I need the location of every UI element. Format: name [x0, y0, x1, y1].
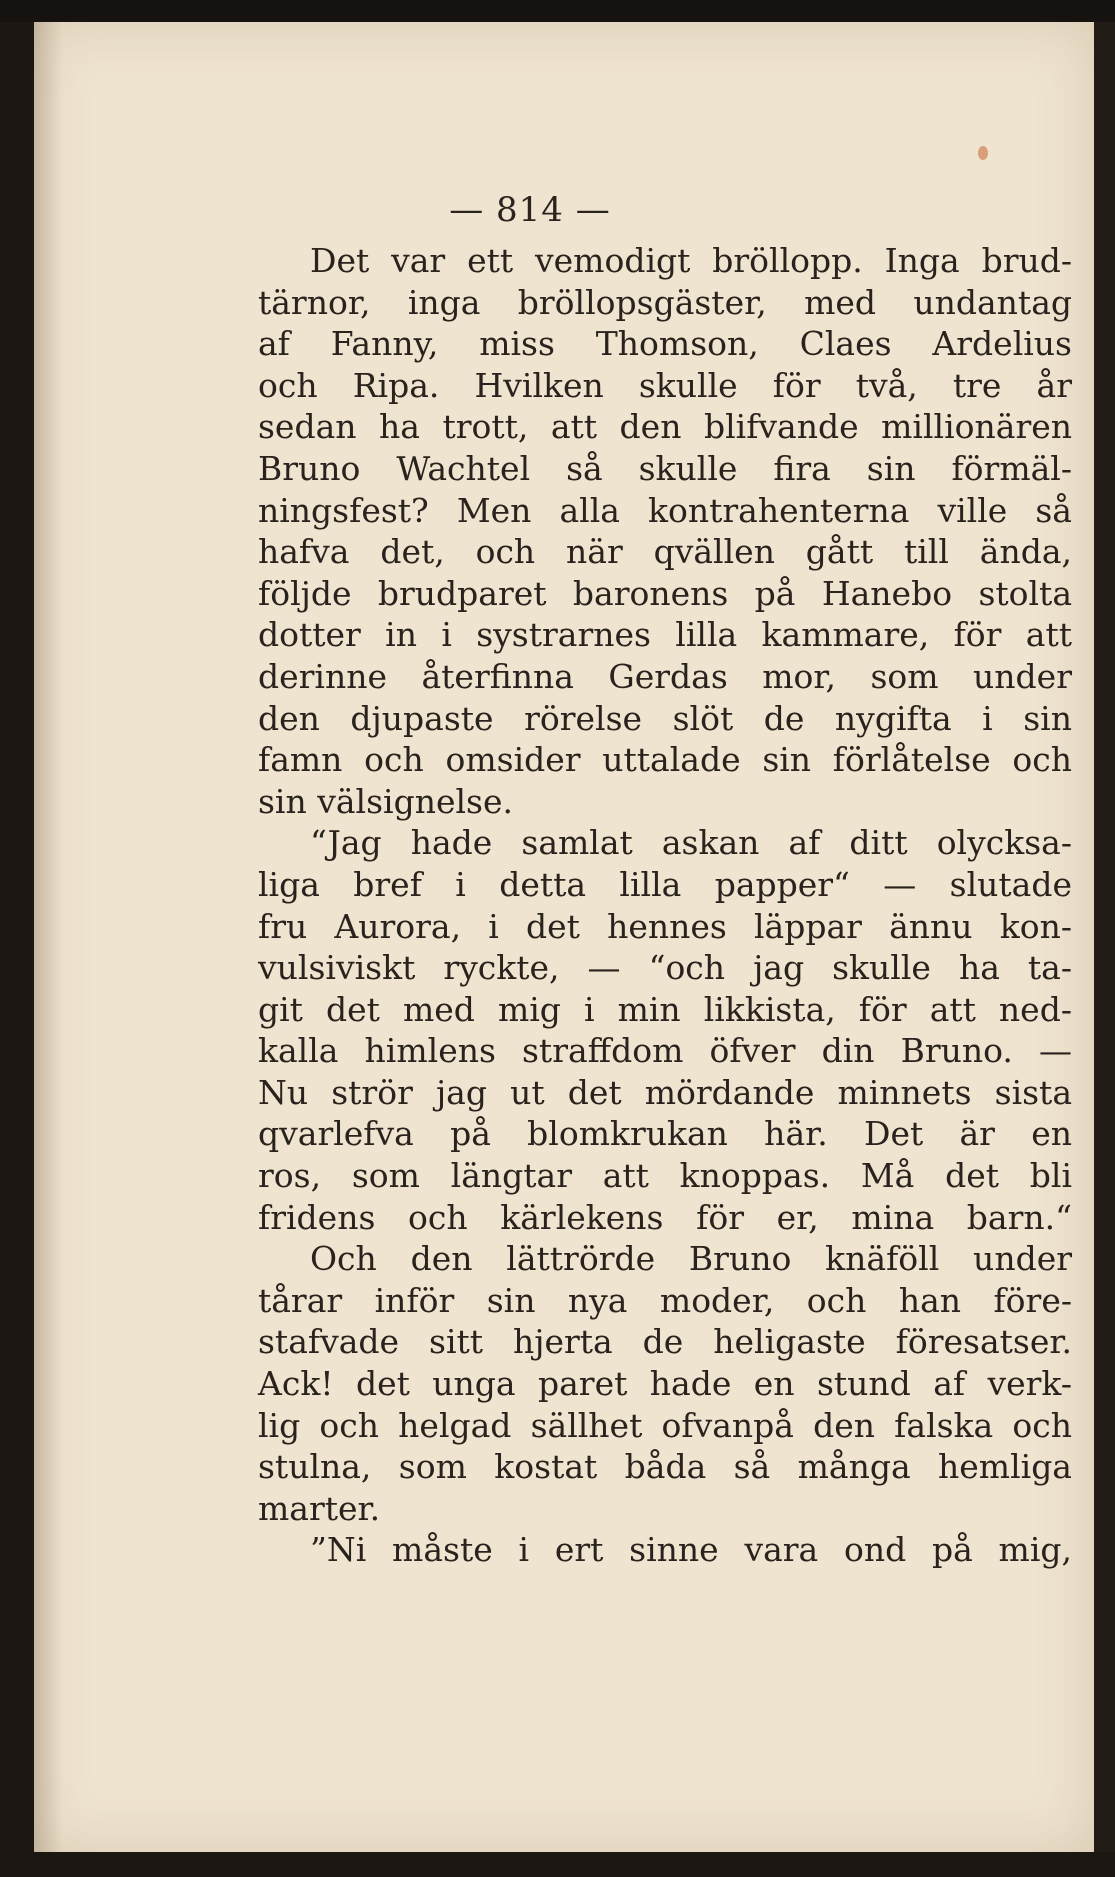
text-line: stafvade sitt hjerta de heligaste föresatser.	[258, 1322, 1072, 1362]
text-line: och Ripa. Hvilken skulle för två, tre år	[258, 365, 1072, 405]
text-line: vulsiviskt ryckte, — “och jag skulle ha ta-	[258, 948, 1072, 988]
text-line: fru Aurora, i det hennes läppar ännu kon-	[258, 906, 1072, 946]
text-line: git det med mig i min likkista, för att ned-	[258, 989, 1072, 1029]
text-line: Nu strör jag ut det mördande minnets sista	[258, 1072, 1072, 1112]
text-line: marter.	[258, 1488, 381, 1528]
text-line: den djupaste rörelse slöt de nygifta i sin	[258, 698, 1072, 738]
text-line: hafva det, och när qvällen gått till ända,	[258, 532, 1072, 572]
text-line: Och den lättrörde Bruno knäföll under	[310, 1239, 1072, 1279]
text-line: sedan ha trott, att den blifvande millionären	[258, 407, 1072, 447]
text-line: fridens och kärlekens för er, mina barn.“	[258, 1197, 1072, 1237]
paper-stain	[978, 146, 988, 160]
scan-border-left	[0, 22, 34, 1852]
text-line: ”Ni måste i ert sinne vara ond på mig,	[310, 1530, 1072, 1570]
scan-border-bottom	[0, 1852, 1115, 1877]
text-line: följde brudparet baronens på Hanebo stolta	[258, 573, 1072, 613]
text-line: liga bref i detta lilla papper“ — slutade	[258, 864, 1072, 904]
text-line: Det var ett vemodigt bröllopp. Inga brud-	[310, 241, 1072, 280]
spine-shadow	[34, 22, 62, 1852]
text-line: stulna, som kostat båda så många hemliga	[258, 1447, 1072, 1487]
text-line: sin välsignelse.	[258, 781, 514, 821]
text-line: lig och helgad sällhet ofvanpå den falska och	[258, 1405, 1072, 1445]
text-line: derinne återfinna Gerdas mor, som under	[258, 656, 1072, 696]
scan-border-right	[1094, 22, 1115, 1877]
text-line: ningsfest? Men alla kontrahenterna ville så	[258, 490, 1072, 530]
text-line: “Jag hade samlat askan af ditt olycksa-	[310, 823, 1072, 863]
text-line: af Fanny, miss Thomson, Claes Ardelius	[258, 324, 1072, 364]
text-line: Ack! det unga paret hade en stund af verk-	[258, 1364, 1072, 1404]
text-line: kalla himlens straffdom öfver din Bruno. —	[258, 1031, 1072, 1071]
page-number: — 814 —	[449, 190, 611, 230]
text-line: ros, som längtar att knoppas. Må det bli	[258, 1156, 1072, 1196]
body-text	[258, 240, 1072, 1571]
text-line: Bruno Wachtel så skulle fira sin förmäl-	[258, 448, 1072, 488]
text-line: dotter in i systrarnes lilla kammare, för att	[258, 615, 1072, 655]
text-line: qvarlefva på blomkrukan här. Det är en	[258, 1114, 1072, 1154]
scan-border-top	[0, 0, 1115, 22]
text-line: tärnor, inga bröllopsgäster, med undantag	[258, 282, 1072, 322]
text-line: famn och omsider uttalade sin förlåtelse och	[258, 740, 1072, 780]
text-line: tårar inför sin nya moder, och han före-	[258, 1280, 1072, 1320]
